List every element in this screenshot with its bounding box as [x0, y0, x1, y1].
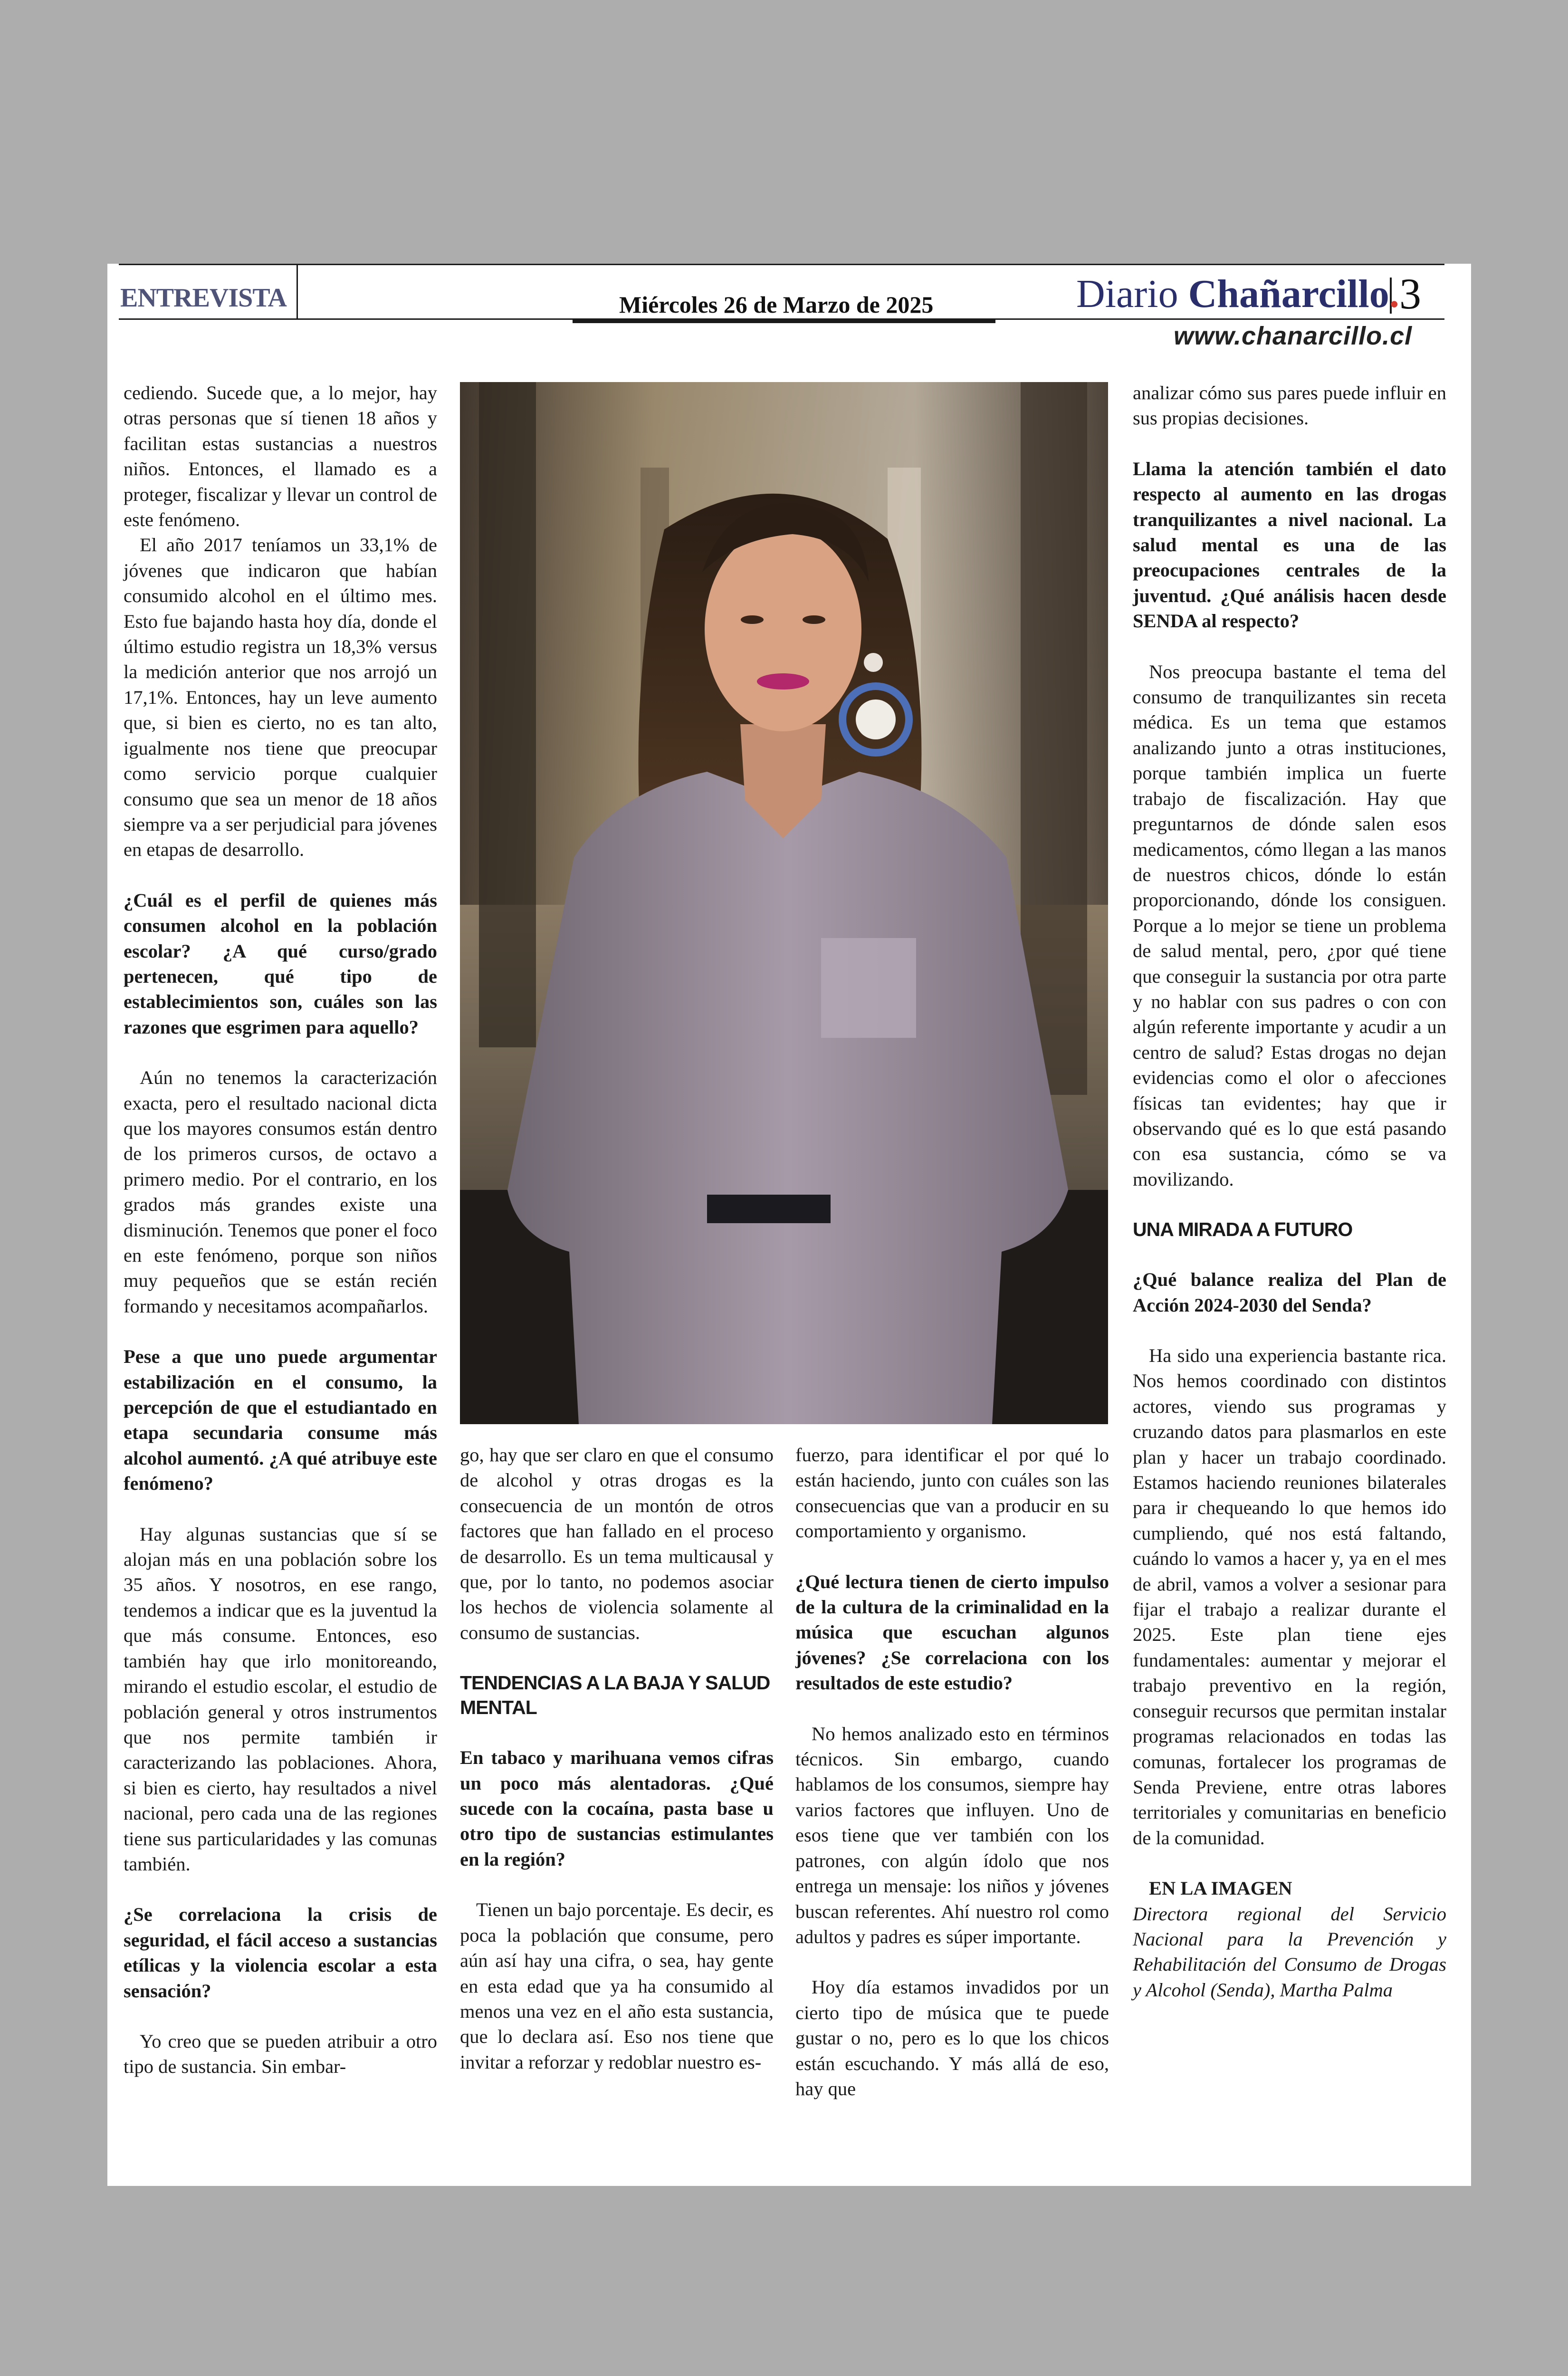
col4-subheading: UNA MIRADA A FUTURO: [1133, 1218, 1353, 1241]
caption-title: EN LA IMAGEN: [1149, 1878, 1292, 1899]
brand-name: Chañarcillo: [1188, 272, 1389, 316]
col1-answer-3: Yo creo que se pueden atribuir a otro tipo de sustancia. Sin embar-: [124, 2030, 437, 2078]
col1-paragraph-2: El año 2017 teníamos un 33,1% de jóvenes que indicaron que habían consumido alcohol en el último mes. Esto fue bajando hasta hoy día, donde el último estudio registra un 18,3% versus la medición anterior que nos arrojó un 17,1%. Entonces, hay un leve aumento que, si bien es cierto, no es tan alto, igualmente nos tiene que preocupar como servicio porque cualquier consumo que sea un menor de 18 años siempre va a ser perjudicial para jóvenes en etapas de desarrollo.: [124, 534, 437, 861]
col4-answer-2: Ha sido una experiencia bastante rica. Nos hemos coordinado con distintos actores, viendo sus programas y cruzando datos para plasmarlos en este plan y hacer un trabajo coordinado. Estamos haciendo reuniones bilaterales para ir chequeando lo que hemos ido cumpliendo, qué nos está faltando, cuándo lo vamos a hacer y, ya en el mes de abril, vamos a volver a sesionar para fijar el trabajo a realizar durante el 2025. Este plan tiene ejes fundamentales: aumentar y mejorar el trabajo preventivo en la región, conseguir recursos que permitan instalar programas relacionados en todas las comunas, fortalecer los programas de Senda Previene, entre otras labores territoriales y comunitarias en beneficio de la comunidad.: [1133, 1345, 1446, 1849]
col1-answer-2: Hay algunas sustancias que sí se alojan más en una población sobre los 35 años. Y nosotros, en ese rango, tendemos a indicar que es la juventud la que más consume. Entonces, eso también hay que irlo monitoreando, mirando el estudio escolar, el estudio de población general y otros instrumentos que nos permite también ir caracterizando las poblaciones. Ahora, si bien es cierto, hay resultados a nivel nacional, pero cada una de las regiones tiene sus particularidades y las comunas también.: [124, 1523, 437, 1875]
col1-answer-1: Aún no tenemos la caracterización exacta, pero el resultado nacional dicta que los mayores consumos están dentro de los primeros cursos, de octavo a primero medio. Por el contrario, en los grados más grandes existe una disminución. Tenemos que poner el foco en este fenómeno, porque son niños muy pequeños que se están recién formando y necesitamos acompañarlos.: [124, 1067, 437, 1317]
col1-question-1: ¿Cuál es el perfil de quienes más consumen alcohol en la población escolar? ¿A qué curso/grado pertenecen, qué tipo de establecimientos son, cuáles son las razones que esgrimen para aquello?: [124, 889, 437, 1038]
column-1: [124, 380, 437, 2079]
col2-subheading: TENDENCIAS A LA BAJA Y SALUD MENTAL: [460, 1672, 770, 1719]
col3-question-1: ¿Qué lectura tienen de cierto impulso de la cultura de la criminalidad en la música que escuchan algunos jóvenes? ¿Se correlaciona con los resultados de este estudio?: [795, 1571, 1109, 1694]
col2-answer-1: Tienen un bajo porcentaje. Es decir, es poca la población que consume, pero aún así hay una cifra, o sea, hay gente en esta edad que ya ha consumido al menos una vez en el año esta sustancia, que lo declara así. Eso nos tiene que invitar a reforzar y redoblar nuestro es-: [460, 1899, 774, 2073]
section-label: ENTREVISTA: [120, 283, 287, 313]
date-underline: [573, 318, 995, 323]
col3-answer-2: Hoy día estamos invadidos por un cierto tipo de música que te puede gustar o no, pero es lo que los chicos están escuchando. Y más allá de eso, hay que: [795, 1976, 1109, 2099]
col1-question-3: ¿Se correlaciona la crisis de seguridad, el fácil acceso a sustancias etílicas y la violencia escolar a esta sensación?: [124, 1904, 437, 2002]
brand-prefix: Diario: [1076, 272, 1178, 316]
header-top-rule: [119, 264, 1444, 265]
col1-question-2: Pese a que uno puede argumentar estabilización en el consumo, la percepción de que el estudiantado en etapa secundaria consume más alcohol aumentó. ¿A qué atribuye este fenómeno?: [124, 1346, 437, 1495]
col3-answer-1: No hemos analizado esto en términos técnicos. Sin embargo, cuando hablamos de los consumos, siempre hay varios factores que influyen. Uno de esos tiene que ver también con los patrones, con algún ídolo que nos entrega un mensaje: los niños y jóvenes buscan referentes. Ahí nuestro rol como adultos y padres es súper importante.: [795, 1723, 1109, 1947]
site-url[interactable]: www.chanarcillo.cl: [1174, 322, 1413, 350]
column-2: [460, 1442, 774, 2075]
col3-paragraph-1: fuerzo, para identificar el por qué lo están haciendo, junto con cuáles son las consecuencias que van a producir en su comportamiento y organismo.: [795, 1444, 1109, 1542]
col2-paragraph-1: go, hay que ser claro en que el consumo de alcohol y otras drogas es la consecuencia de un montón de otros factores que han fallado en el proceso de desarrollo. Es un tema multicausal y que, por lo tanto, no podemos asociar los hechos de violencia solamente al consumo de sustancias.: [460, 1444, 774, 1643]
issue-date: Miércoles 26 de Marzo de 2025: [619, 291, 934, 318]
portrait-photo: [460, 382, 1108, 1424]
col1-paragraph-1: cediendo. Sucede que, a lo mejor, hay otras personas que sí tienen 18 años y facilitan estas sustancias a nuestros niños. Entonces, el llamado es a proteger, fiscalizar y llevar un control de este fenómeno.: [124, 382, 437, 531]
column-3: [795, 1442, 1109, 2101]
column-4: [1133, 380, 1446, 2028]
col2-question-1: En tabaco y marihuana vemos cifras un poco más alentadoras. ¿Qué sucede con la cocaína, pasta base u otro tipo de sustancias estimulantes en la región?: [460, 1747, 774, 1870]
col4-answer-1: Nos preocupa bastante el tema del consumo de tranquilizantes sin receta médica. Es un tema que estamos analizando junto a otras instituciones, porque también implica un fuerte trabajo de fiscalización. Hay que preguntarnos de dónde salen esos medicamentos, cómo llegan a las manos de nuestros chicos, dónde lo están proporcionando, dónde los consiguen. Porque a lo mejor se tiene un problema de salud mental, pero, ¿por qué tiene que conseguir la sustancia por otra parte y no hablar con sus padres o con con algún referente importante y acudir a un centro de salud? Estas drogas no dejan evidencias como el olor o afecciones físicas tan evidentes; hay que ir observando qué es lo que está pasando con esa sustancia, cómo se va movilizando.: [1133, 661, 1446, 1190]
page-number: 3: [1399, 269, 1421, 318]
col4-paragraph-1: analizar cómo sus pares puede influir en sus propias decisiones.: [1133, 382, 1446, 429]
section-divider: [296, 265, 298, 318]
col4-question-1: Llama la atención también el dato respecto al aumento en las drogas tranquilizantes a nivel nacional. La salud mental es una de las preocupaciones centrales de la juventud. ¿Qué análisis hacen desde SENDA al respecto?: [1133, 458, 1446, 632]
brand-dot: .: [1389, 272, 1399, 316]
portrait-photo-art: [460, 382, 1108, 1424]
col4-question-2: ¿Qué balance realiza del Plan de Acción 2024-2030 del Senda?: [1133, 1269, 1446, 1316]
photo-caption: Directora regional del Servicio Nacional para la Prevención y Rehabilitación del Consumo de Drogas y Alcohol (Senda), Martha Palma: [1133, 1903, 1446, 2001]
brand-logo: [1076, 271, 1399, 317]
